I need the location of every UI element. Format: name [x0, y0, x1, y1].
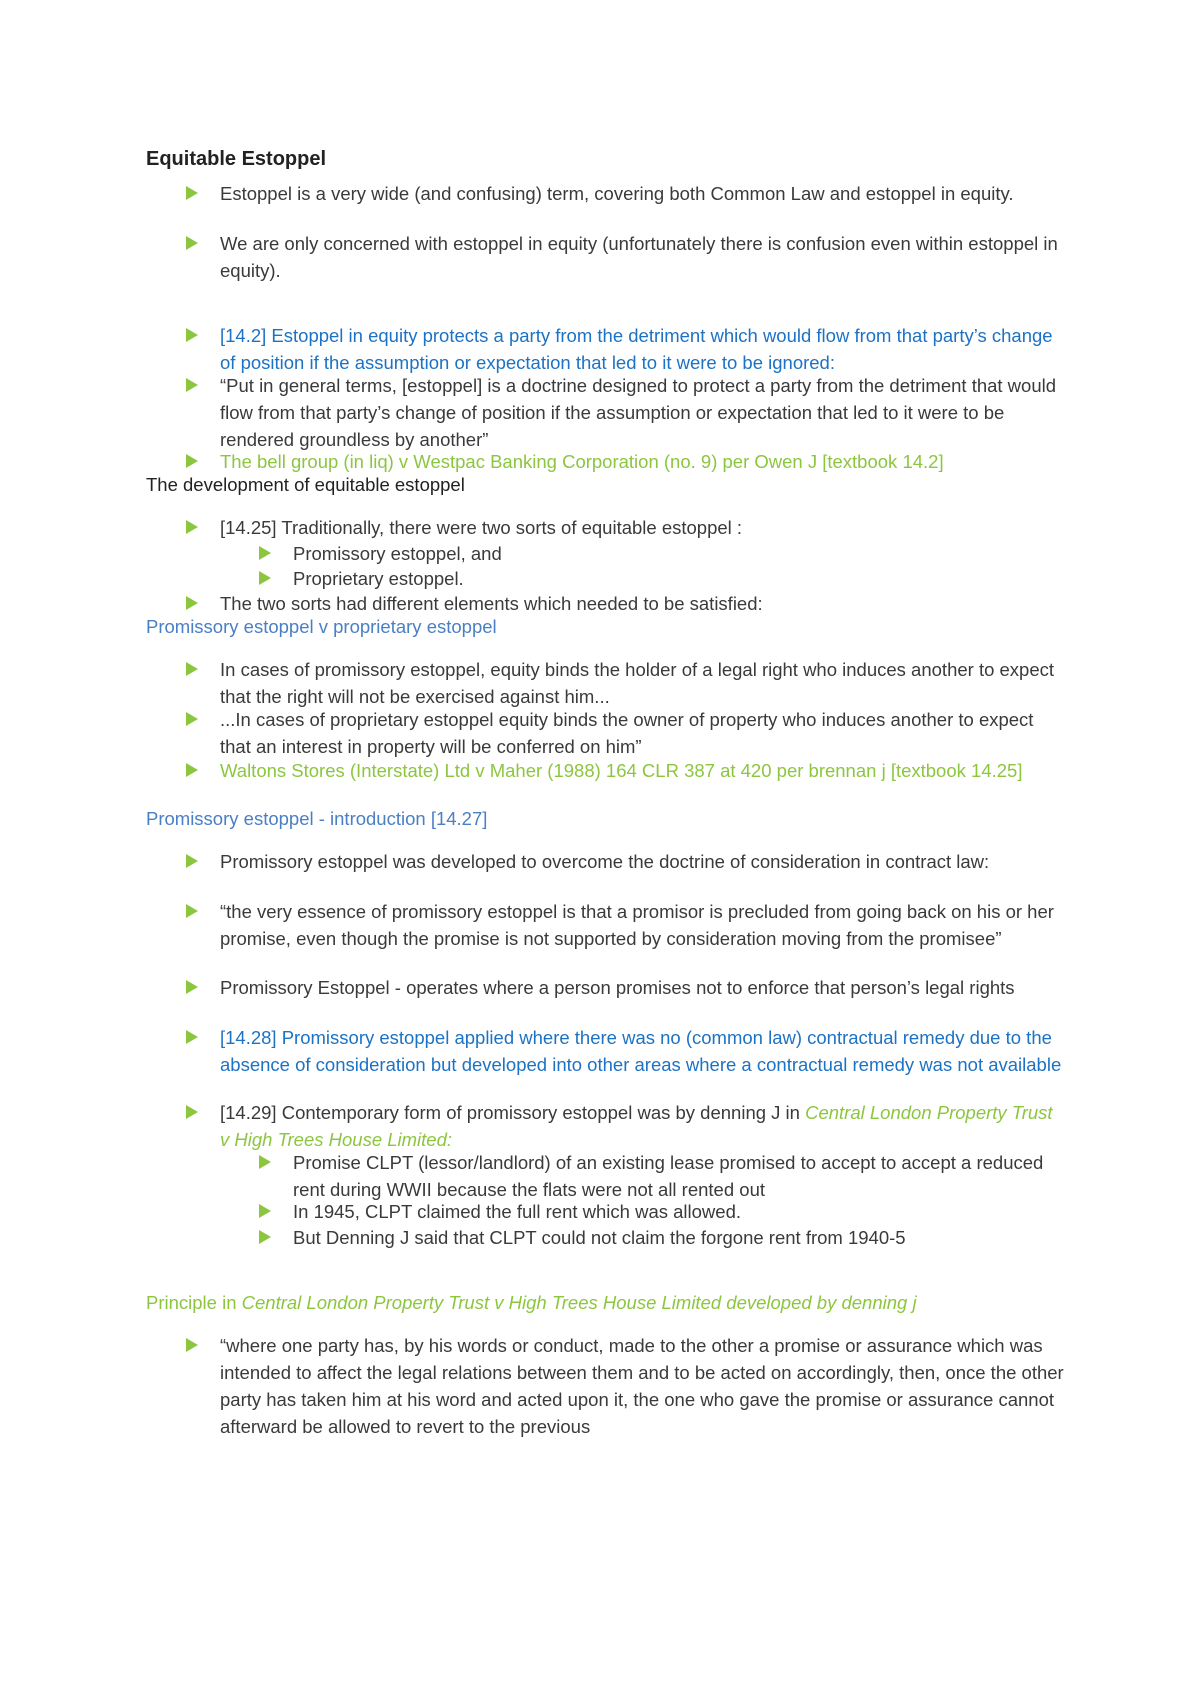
item-text: But Denning J said that CLPT could not claim the forgone rent from 1940-5 [293, 1227, 906, 1248]
list-item [186, 1099, 1066, 1153]
arrow-bullet-icon [186, 1338, 198, 1352]
item-text: [14.2] Estoppel in equity protects a party from the detriment which would flow from that party’s change of position if the assumption or expectation that led to it were to be ignored: [220, 325, 1053, 373]
case-name: Central London Property Trust v High Trees House Limited developed by denning j [241, 1292, 917, 1313]
sub-list-item [259, 565, 1059, 592]
list-item [186, 1332, 1066, 1440]
case-citation: Waltons Stores (Interstate) Ltd v Maher (1988) 164 CLR 387 at 420 per brennan j [textbook 14.25] [220, 760, 1023, 781]
sub-list-item [259, 1149, 1059, 1203]
arrow-bullet-icon [186, 328, 198, 342]
section-heading: The development of equitable estoppel [146, 474, 465, 495]
item-text: Proprietary estoppel. [293, 568, 464, 589]
arrow-bullet-icon [186, 378, 198, 392]
list-item [186, 448, 1066, 475]
arrow-bullet-icon [186, 186, 198, 200]
case-citation: The bell group (in liq) v Westpac Banking Corporation (no. 9) per Owen J [textbook 14.2] [220, 451, 944, 472]
item-text: We are only concerned with estoppel in equity (unfortunately there is confusion even within estoppel in equity). [220, 233, 1058, 281]
arrow-bullet-icon [186, 1030, 198, 1044]
arrow-bullet-icon [186, 1105, 198, 1119]
case-name: Central London Property Trust v High Trees House Limited: [220, 1102, 1053, 1150]
item-text: “Put in general terms, [estoppel] is a doctrine designed to protect a party from the detriment that would flow from that party’s change of position if the assumption or expectation that led to it were to be rendered groundless by another” [220, 375, 1057, 450]
arrow-bullet-icon [186, 662, 198, 676]
sub-list-item [259, 540, 1059, 567]
item-text: Estoppel is a very wide (and confusing) term, covering both Common Law and estoppel in equity. [220, 183, 1014, 204]
item-text: Promissory Estoppel - operates where a person promises not to enforce that person’s legal rights [220, 977, 1015, 998]
list-item [186, 322, 1066, 376]
item-text-prefix: [14.29] Contemporary form of promissory estoppel was by denning J in [220, 1102, 806, 1123]
arrow-bullet-icon [186, 596, 198, 610]
item-text: In 1945, CLPT claimed the full rent which was allowed. [293, 1201, 742, 1222]
item-text: [14.25] Traditionally, there were two sorts of equitable estoppel : [220, 517, 743, 538]
item-text: ...In cases of proprietary estoppel equity binds the owner of property who induces another to expect that an interest in property will be conferred on him” [220, 709, 1034, 757]
arrow-bullet-icon [186, 980, 198, 994]
list-item [186, 1024, 1066, 1078]
item-text: The two sorts had different elements which needed to be satisfied: [220, 593, 763, 614]
arrow-bullet-icon [259, 1204, 271, 1218]
list-item [186, 974, 1066, 1001]
list-item [186, 372, 1066, 453]
section-heading: Promissory estoppel - introduction [14.27] [146, 808, 488, 829]
sub-list-item [259, 1198, 1059, 1225]
item-text: In cases of promissory estoppel, equity binds the holder of a legal right who induces another to expect that the right will not be exercised against him... [220, 659, 1055, 707]
item-text: “where one party has, by his words or conduct, made to the other a promise or assurance which was intended to affect the legal relations between them and to be acted on accordingly, then, once the other party has taken him at his word and acted upon it, the one who gave the promise or assurance cannot afterward be allowed to revert to the previous [220, 1335, 1064, 1437]
item-text: Promise CLPT (lessor/landlord) of an existing lease promised to accept to accept a reduced rent during WWII because the flats were not all rented out [293, 1152, 1044, 1200]
list-item [186, 706, 1066, 760]
list-item [186, 514, 1066, 541]
list-item [186, 656, 1066, 710]
arrow-bullet-icon [186, 236, 198, 250]
document-title: Equitable Estoppel [146, 148, 327, 170]
arrow-bullet-icon [186, 854, 198, 868]
list-item [186, 848, 1066, 875]
arrow-bullet-icon [186, 520, 198, 534]
list-item [186, 180, 1066, 207]
sub-list-item [259, 1224, 1059, 1251]
arrow-bullet-icon [186, 763, 198, 777]
list-item [186, 757, 1066, 784]
item-text: Promissory estoppel was developed to overcome the doctrine of consideration in contract law: [220, 851, 990, 872]
list-item [186, 230, 1066, 284]
item-text [220, 1099, 1066, 1153]
list-item [186, 590, 1066, 617]
section-heading: Promissory estoppel v proprietary estoppel [146, 616, 497, 637]
item-text: “the very essence of promissory estoppel is that a promisor is precluded from going back on his or her promise, even though the promise is not supported by consideration moving from the promisee” [220, 901, 1054, 949]
arrow-bullet-icon [186, 712, 198, 726]
arrow-bullet-icon [259, 571, 271, 585]
list-item [186, 898, 1066, 952]
arrow-bullet-icon [259, 1155, 271, 1169]
section-heading [146, 1292, 917, 1314]
arrow-bullet-icon [186, 454, 198, 468]
arrow-bullet-icon [259, 1230, 271, 1244]
arrow-bullet-icon [259, 546, 271, 560]
heading-prefix: Principle in [146, 1292, 242, 1313]
item-text: Promissory estoppel, and [293, 543, 502, 564]
arrow-bullet-icon [186, 904, 198, 918]
item-text: [14.28] Promissory estoppel applied where there was no (common law) contractual remedy due to the absence of consideration but developed into other areas where a contractual remedy was not available [220, 1027, 1062, 1075]
